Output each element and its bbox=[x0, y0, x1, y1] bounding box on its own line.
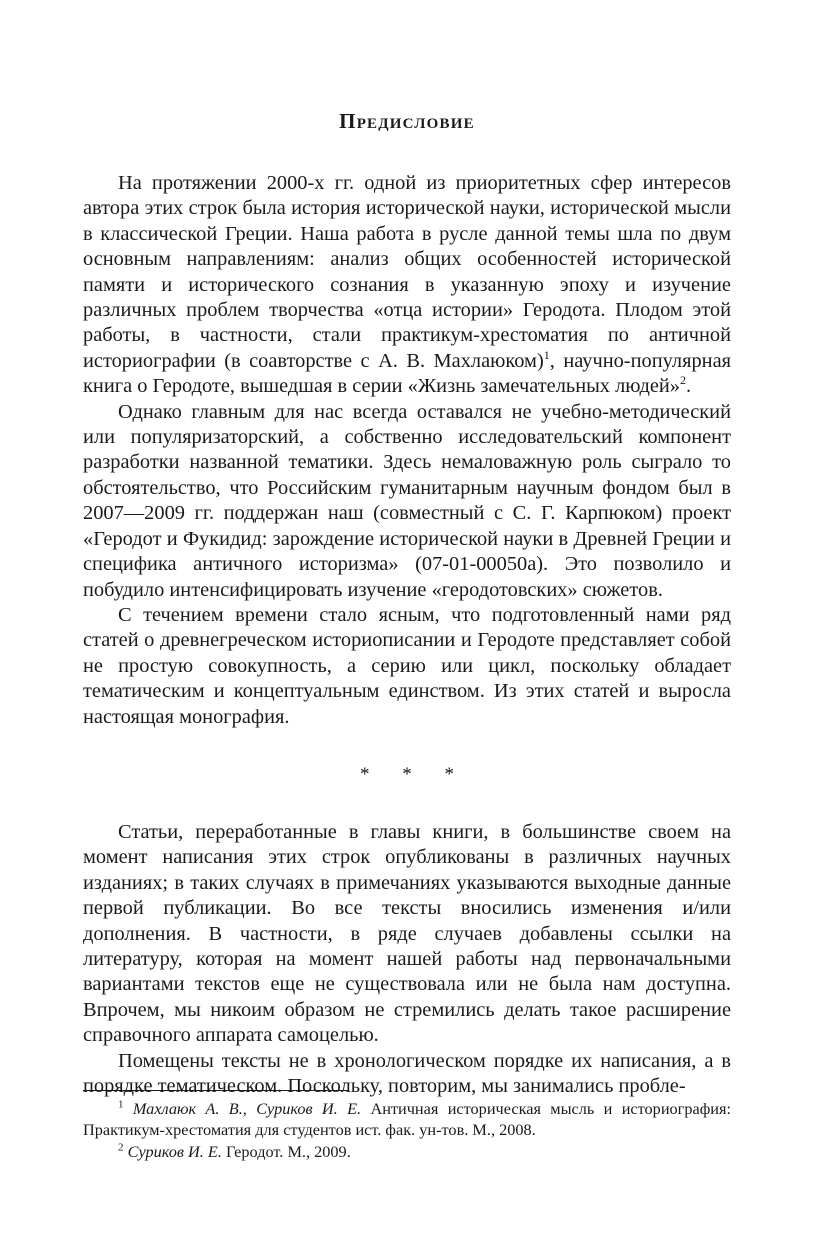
paragraph-text: . bbox=[686, 375, 692, 398]
footnote-text: Античная историческая мысль и историография: Практикум-хрестоматия для студентов ист. фак. ун-тов. М., 2008. bbox=[83, 1099, 731, 1140]
footnote bbox=[83, 1141, 731, 1162]
paragraph: Статьи, переработанные в главы книги, в большинстве своем на момент написания этих строк опубликованы в различных научных изданиях; в таких случаях в примечаниях указываются выходные данные первой публикации. Во все тексты вносились изменения и/или дополнения. В частности, в ряде случаев добавлены ссылки на литературу, которая на момент нашей работы над первоначальными вариантами текстов еще не существовала или не была нам доступна. Впрочем, мы никоим образом не стремились делать такое расширение справочного аппарата самоцелью. bbox=[83, 820, 731, 1047]
paragraph: Помещены тексты не в хронологическом порядке их написания, а в порядке тематическом. Поскольку, повторим, мы занимались пробле- bbox=[83, 1049, 731, 1097]
footnote-authors: Суриков И. Е. bbox=[127, 1141, 222, 1161]
footnote bbox=[83, 1098, 731, 1141]
footnote-ref: 2 bbox=[680, 373, 687, 388]
paragraph: С течением времени стало ясным, что подготовленный нами ряд статей о древнегреческом историописании и Геродоте представляет собой не простую совокупность, а серию или цикл, поскольку обладает тематическим и концептуальным единством. Из этих статей и выросла настоящая монография. bbox=[83, 603, 731, 728]
footnote-text: Геродот. М., 2009. bbox=[226, 1141, 351, 1161]
main-text bbox=[83, 171, 731, 1099]
paragraph-text: , научно-популярная книга о Геродоте, вышедшая в серии «Жизнь замечательных людей» bbox=[83, 349, 732, 398]
section-separator: * * * bbox=[360, 763, 468, 785]
footnote-authors: Махлаюк А. В., Суриков И. Е. bbox=[132, 1099, 362, 1118]
page-title: Предисловие bbox=[339, 109, 475, 133]
paragraph: Однако главным для нас всегда оставался не учебно-методический или популяризаторский, а собственно исследовательский компонент разработки названной тематики. Здесь немаловажную роль сыграло то обстоятельство, что Российским гуманитарным научным фондом был в 2007—2009 гг. поддержан наш (совместный с С. Г. Карпюком) проект «Геродот и Фукидид: зарождение исторической науки в Древней Греции и специфика античного историзма» (07-01-00050а). Это позволило и побудило интенсифицировать изучение «геродотовских» сюжетов. bbox=[83, 400, 731, 601]
paragraph bbox=[83, 171, 731, 400]
footnote-mark: 1 bbox=[118, 1098, 124, 1111]
paragraph-text: На протяжении 2000-х гг. одной из приоритетных сфер интересов автора этих строк была история исторической науки, исторической мысли в классической Греции. Наша работа в русле данной темы шла по двум основным направлениям: анализ общих особенностей исторической памяти и исторического сознания в указанную эпоху и изучение различных проблем творчества «отца истории» Геродота. Плодом этой работы, в частности, стали практикум-хрестоматия по античной историографии (в соавторстве с А. В. Махлаюком) bbox=[83, 172, 731, 372]
footnote-mark: 2 bbox=[118, 1141, 124, 1154]
footnotes bbox=[83, 1098, 731, 1162]
footnote-ref: 1 bbox=[543, 348, 550, 363]
footnote-divider bbox=[83, 1090, 349, 1091]
